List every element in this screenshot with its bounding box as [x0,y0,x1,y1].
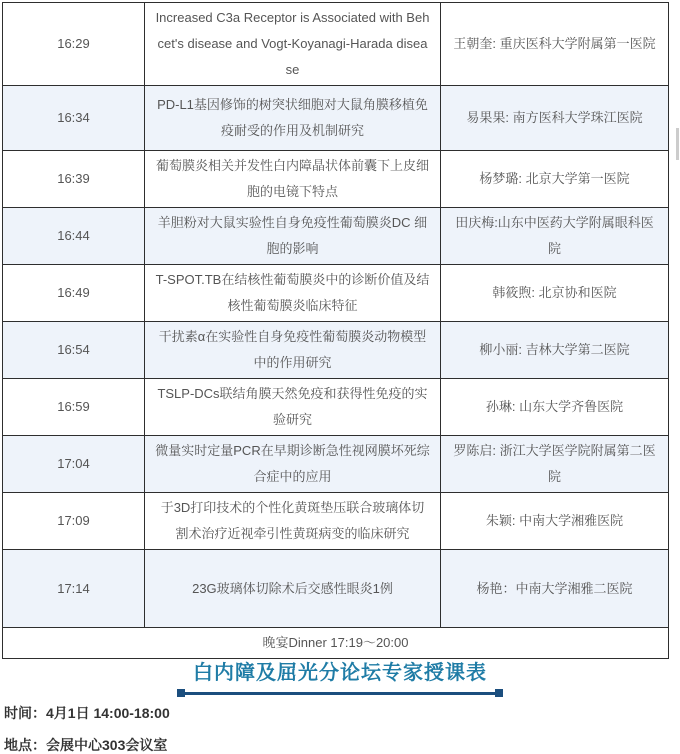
cell-speaker: 柳小丽: 吉林大学第二医院 [441,322,669,379]
dinner-cell: 晚宴Dinner 17:19～20:00 [3,628,669,659]
schedule-table [2,2,669,659]
cell-speaker: 杨艳：中南大学湘雅二医院 [441,550,669,628]
cell-title: 23G玻璃体切除术后交感性眼炎1例 [145,550,441,628]
cell-time: 16:39 [3,151,145,208]
table-row [3,265,669,322]
table-row [3,86,669,151]
heading-underline-decoration [181,692,499,695]
table-row [3,550,669,628]
cell-time: 16:44 [3,208,145,265]
cell-speaker: 孙琳: 山东大学齐鲁医院 [441,379,669,436]
cell-title: 于3D打印技术的个性化黄斑垫压联合玻璃体切割术治疗近视牵引性黄斑病变的临床研究 [145,493,441,550]
table-row [3,379,669,436]
cell-title: 葡萄膜炎相关并发性白内障晶状体前囊下上皮细胞的电镜下特点 [145,151,441,208]
cell-time: 16:34 [3,86,145,151]
cell-time: 17:04 [3,436,145,493]
dinner-row [3,628,669,659]
cell-time: 16:54 [3,322,145,379]
cell-time: 16:59 [3,379,145,436]
table-row [3,493,669,550]
cell-speaker: 杨梦璐: 北京大学第一医院 [441,151,669,208]
section-heading [0,656,680,695]
table-row [3,322,669,379]
cell-title: 羊胆粉对大鼠实验性自身免疫性葡萄膜炎DC 细胞的影响 [145,208,441,265]
cell-speaker: 易果果: 南方医科大学珠江医院 [441,86,669,151]
table-row [3,3,669,86]
table-row [3,208,669,265]
dinner-section [3,628,669,659]
info-time-label: 时间：4月1日 14:00-18:00 [4,705,170,721]
cell-title: 微量实时定量PCR在早期诊断急性视网膜坏死综合症中的应用 [145,436,441,493]
table-row [3,151,669,208]
heading-inner [189,656,491,695]
cell-time: 16:29 [3,3,145,86]
table-row [3,436,669,493]
cell-speaker: 王朝奎: 重庆医科大学附属第一医院 [441,3,669,86]
cell-title: TSLP-DCs联结角膜天然免疫和获得性免疫的实验研究 [145,379,441,436]
schedule-body [3,3,669,628]
cell-time: 17:14 [3,550,145,628]
cell-speaker: 田庆梅:山东中医药大学附属眼科医院 [441,208,669,265]
section-title: 白内障及屈光分论坛专家授课表 [193,662,487,684]
cell-title: PD-L1基因修饰的树突状细胞对大鼠角膜移植免疫耐受的作用及机制研究 [145,86,441,151]
cell-speaker: 韩筱煦: 北京协和医院 [441,265,669,322]
cell-speaker: 罗陈启: 浙江大学医学院附属第二医院 [441,436,669,493]
cell-time: 16:49 [3,265,145,322]
cell-title: Increased C3a Receptor is Associated with Behcet's disease and Vogt-Koyanagi-Harada disease [145,3,441,86]
cell-time: 17:09 [3,493,145,550]
info-venue-label: 地点：会展中心303会议室 [4,737,168,753]
cell-title: T-SPOT.TB在结核性葡萄膜炎中的诊断价值及结核性葡萄膜炎临床特征 [145,265,441,322]
scrollbar-thumb[interactable] [676,128,679,160]
cell-speaker: 朱颖: 中南大学湘雅医院 [441,493,669,550]
cell-title: 干扰素α在实验性自身免疫性葡萄膜炎动物模型中的作用研究 [145,322,441,379]
